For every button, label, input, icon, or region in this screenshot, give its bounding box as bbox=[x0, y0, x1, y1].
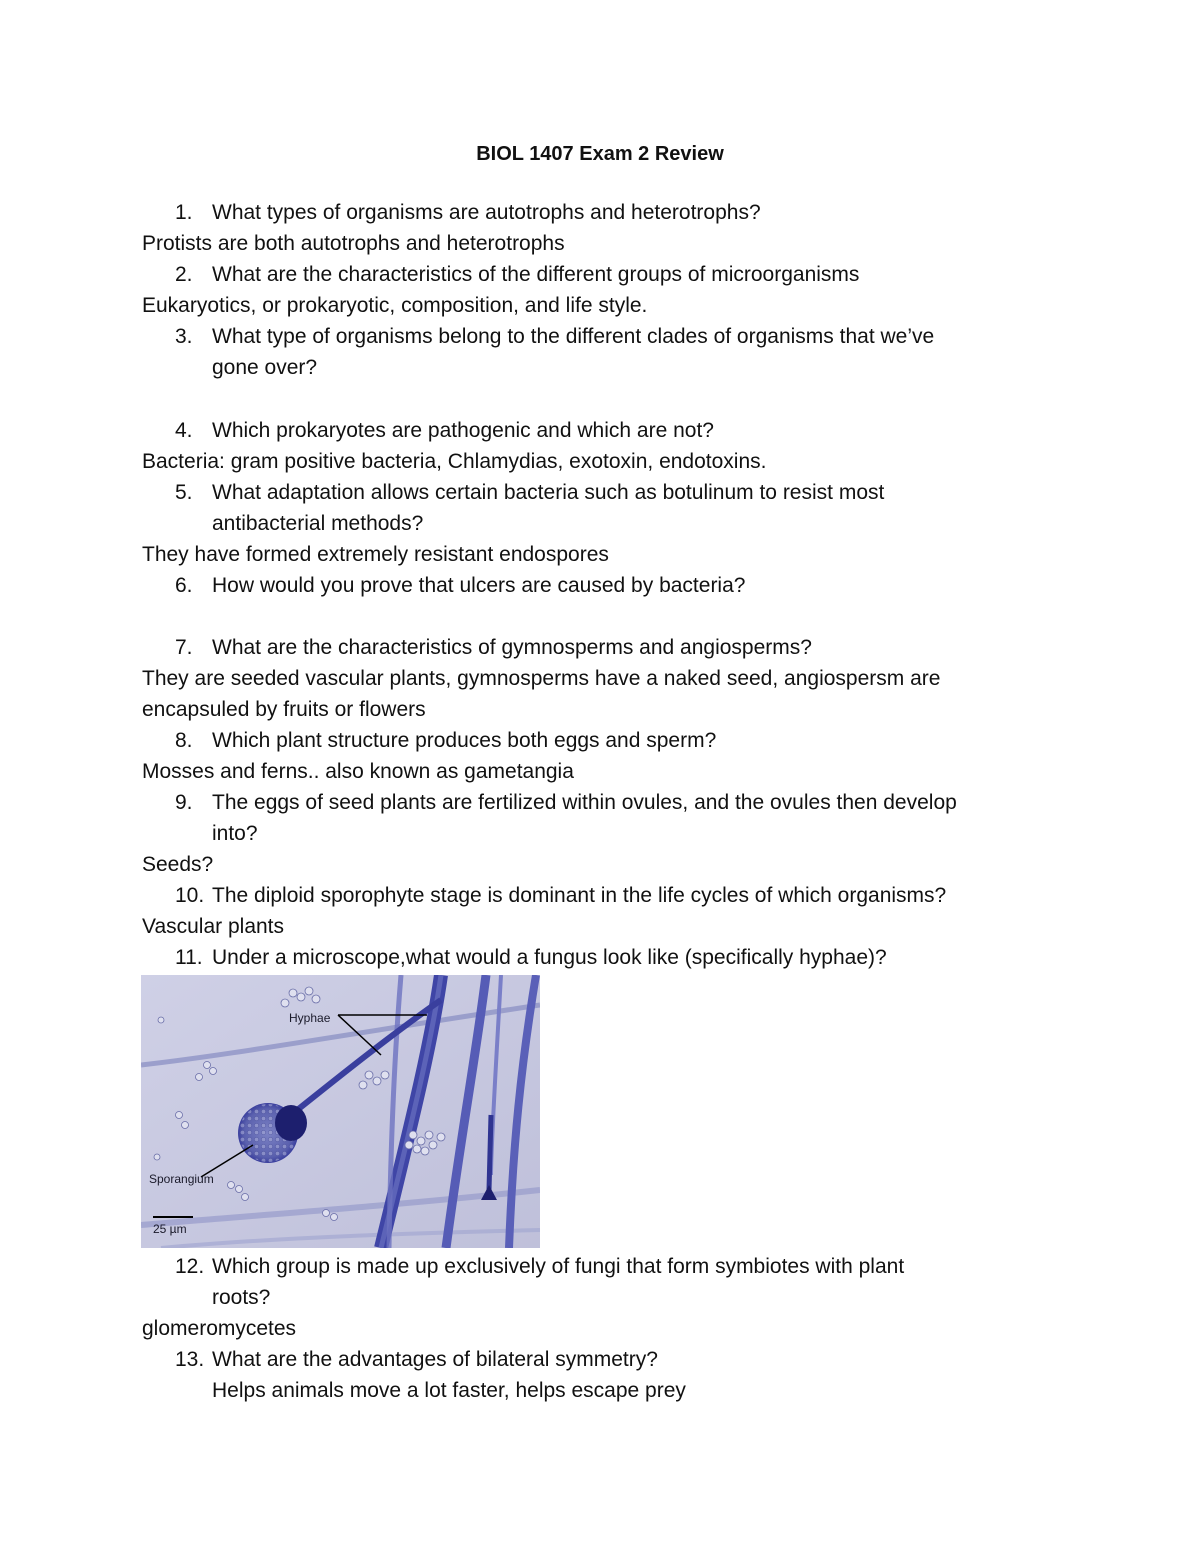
page-title: BIOL 1407 Exam 2 Review bbox=[476, 143, 724, 165]
question-text: The eggs of seed plants are fertilized within ovules, and the ovules then develop bbox=[212, 791, 957, 814]
hyphae-label: Hyphae bbox=[289, 1011, 331, 1025]
question-text: What are the characteristics of the different groups of microorganisms bbox=[212, 263, 860, 286]
scale-bar-label: 25 µm bbox=[153, 1222, 187, 1236]
sporangium-label: Sporangium bbox=[149, 1172, 214, 1186]
answer-text: Protists are both autotrophs and heterotrophs bbox=[142, 232, 565, 255]
question-text: into? bbox=[212, 822, 258, 845]
answer-text: Bacteria: gram positive bacteria, Chlamydias, exotoxin, endotoxins. bbox=[142, 450, 767, 473]
question-text: What types of organisms are autotrophs and heterotrophs? bbox=[212, 201, 761, 224]
columella-shape bbox=[275, 1105, 307, 1141]
question-text: The diploid sporophyte stage is dominant in the life cycles of which organisms? bbox=[212, 884, 947, 907]
question-number: 9. bbox=[175, 791, 193, 814]
answer-text: Vascular plants bbox=[142, 915, 285, 938]
question-text: roots? bbox=[212, 1286, 271, 1309]
question-text: What type of organisms belong to the different clades of organisms that we’ve bbox=[212, 325, 935, 348]
question-number: 12. bbox=[175, 1255, 205, 1278]
question-text: What are the advantages of bilateral symmetry? bbox=[212, 1348, 658, 1371]
question-number: 13. bbox=[175, 1348, 205, 1371]
question-text: What adaptation allows certain bacteria such as botulinum to resist most bbox=[212, 481, 885, 504]
question-number: 2. bbox=[175, 263, 193, 286]
question-text: Under a microscope,what would a fungus look like (specifically hyphae)? bbox=[212, 946, 887, 969]
fungus-micrograph bbox=[141, 975, 540, 1248]
question-number: 6. bbox=[175, 574, 193, 597]
question-text: Which prokaryotes are pathogenic and which are not? bbox=[212, 419, 714, 442]
question-number: 1. bbox=[175, 201, 193, 224]
question-number: 10. bbox=[175, 884, 205, 907]
question-text: What are the characteristics of gymnosperms and angiosperms? bbox=[212, 636, 812, 659]
question-text: Which plant structure produces both eggs and sperm? bbox=[212, 729, 717, 752]
answer-text: encapsuled by fruits or flowers bbox=[142, 698, 426, 721]
answer-text: glomeromycetes bbox=[142, 1317, 297, 1340]
question-text: Which group is made up exclusively of fungi that form symbiotes with plant bbox=[212, 1255, 905, 1278]
question-text: gone over? bbox=[212, 356, 318, 379]
question-number: 8. bbox=[175, 729, 193, 752]
answer-text: Eukaryotics, or prokaryotic, composition, and life style. bbox=[142, 294, 648, 317]
question-text: antibacterial methods? bbox=[212, 512, 424, 535]
question-text: How would you prove that ulcers are caused by bacteria? bbox=[212, 574, 746, 597]
question-number: 3. bbox=[175, 325, 193, 348]
answer-text: Seeds? bbox=[142, 853, 214, 876]
question-number: 5. bbox=[175, 481, 193, 504]
answer-text: Mosses and ferns.. also known as gametangia bbox=[142, 760, 574, 783]
question-number: 7. bbox=[175, 636, 193, 659]
question-number: 11. bbox=[175, 946, 203, 969]
answer-text: They are seeded vascular plants, gymnosperms have a naked seed, angiospersm are bbox=[142, 667, 941, 690]
question-number: 4. bbox=[175, 419, 193, 442]
answer-text: Helps animals move a lot faster, helps escape prey bbox=[212, 1379, 686, 1402]
answer-text: They have formed extremely resistant endospores bbox=[142, 543, 609, 566]
